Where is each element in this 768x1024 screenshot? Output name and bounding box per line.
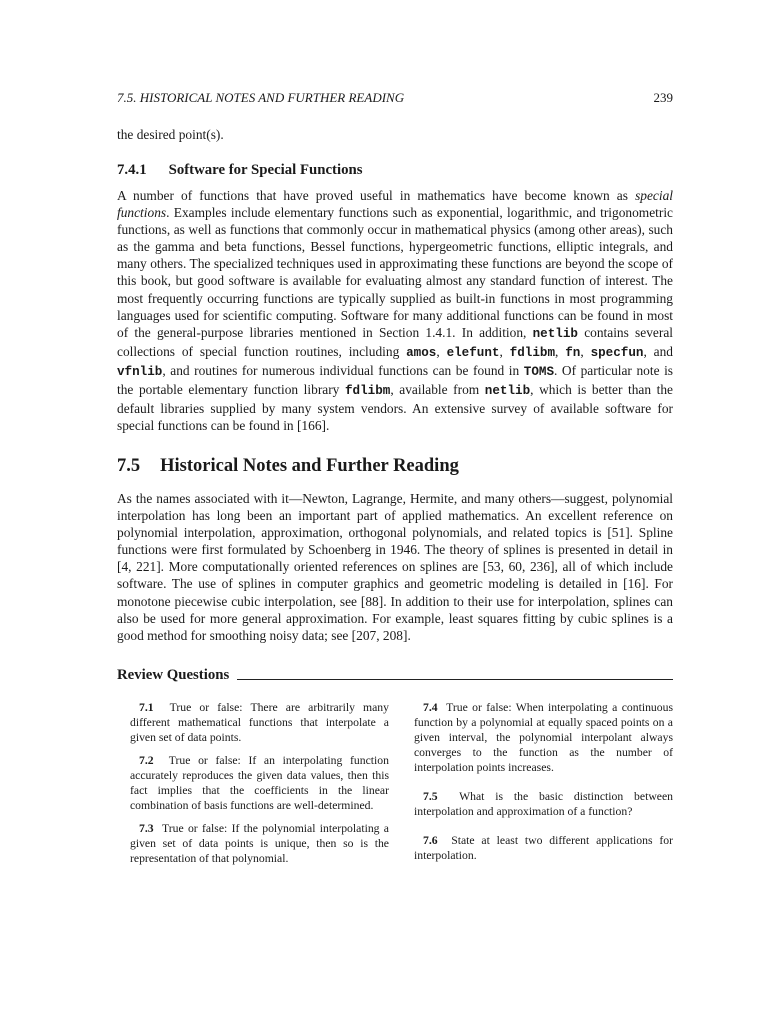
text-run: , — [580, 343, 591, 359]
text-run: , and routines for numerous individual functions can be found in — [162, 362, 524, 378]
heading-rule — [237, 679, 673, 680]
question-number: 7.5 — [423, 790, 438, 803]
review-question — [130, 821, 389, 866]
library-name: vfnlib — [117, 364, 163, 379]
question-text: What is the basic distinction between interpolation and approximation of a function? — [414, 790, 673, 818]
text-run: contains several collections of special function routines, including — [117, 324, 673, 359]
review-questions-right-column — [414, 700, 673, 871]
review-question — [414, 833, 673, 863]
text-run: , — [499, 343, 510, 359]
text-run: , available from — [390, 382, 485, 398]
review-question — [414, 700, 673, 775]
running-title: 7.5. HISTORICAL NOTES AND FURTHER READING — [117, 90, 405, 105]
section-heading — [117, 456, 673, 477]
emphasis-term: special functions — [117, 188, 673, 221]
library-name: amos — [406, 345, 437, 360]
question-number: 7.6 — [423, 834, 438, 847]
review-question — [130, 753, 389, 813]
library-name: fdlibm — [509, 345, 556, 360]
text-run: . Of particular note is the portable elementary function library — [117, 362, 673, 398]
review-questions-heading — [117, 667, 673, 684]
subsection-number: 7.4.1 — [117, 162, 147, 178]
library-name: netlib — [532, 326, 578, 341]
subsection-heading — [117, 162, 673, 179]
text-run: , — [436, 343, 447, 359]
text-run: , — [555, 343, 566, 359]
question-number: 7.2 — [139, 754, 154, 767]
library-name: fdlibm — [344, 384, 391, 399]
special-functions-paragraph — [117, 187, 673, 434]
running-header — [117, 90, 673, 106]
question-text: True or false: If the polynomial interpolating a given set of data points is unique, then so is the representation of that polynomial. — [130, 822, 389, 865]
library-name: TOMS — [523, 364, 554, 379]
text-run: , and — [643, 343, 673, 359]
carryover-text: the desired point(s). — [117, 127, 224, 142]
review-question — [130, 700, 389, 745]
text-run: , which is better than the default libraries supplied by many system vendors. An extensive survey of available software for special functions can be found in [166]. — [117, 382, 673, 434]
section-title: Historical Notes and Further Reading — [160, 456, 459, 476]
text-run: A number of functions that have proved useful in mathematics have become known as — [117, 188, 636, 203]
question-number: 7.3 — [139, 822, 154, 835]
question-text: True or false: If an interpolating function accurately reproduces the given data values, then this fact implies that the coefficients in the linear combination of basis functions are well-determined. — [130, 754, 389, 812]
text-run: . Examples include elementary functions such as exponential, logarithmic, and trigonometric functions, as well as functions that commonly occur in mathematical physics (among other areas), such as the gamma and beta functions, Bessel functions, hypergeometric functions, elliptic integrals, and many others. The specialized techniques used in approximating these functions are beyond the scope of this book, but good software is available for evaluating almost any standard function of interest. The most frequently occurring functions are typically supplied as built-in functions in most programming languages used for scientific computing. Software for many additional functions can be found in most of the general-purpose libraries mentioned in Section 1.4.1. In addition, — [117, 205, 673, 340]
library-name: elefunt — [446, 345, 500, 360]
review-question — [414, 789, 673, 819]
subsection-title: Software for Special Functions — [168, 162, 363, 178]
section-number: 7.5 — [117, 456, 141, 476]
question-text: True or false: There are arbitrarily many different mathematical functions that interpolate a given set of data points. — [130, 701, 389, 744]
review-questions-title: Review Questions — [117, 667, 230, 683]
library-name: fn — [565, 345, 581, 360]
library-name: netlib — [484, 384, 531, 399]
historical-notes-paragraph: As the names associated with it—Newton, Lagrange, Hermite, and many others—suggest, polynomial interpolation has long been an important part of applied mathematics. An excellent reference on polynomial interpolation, approximation, orthogonal polynomials, and related topics is [51]. Spline functions were first formulated by Schoenberg in 1946. The theory of splines is presented in detail in [4, 221]. More computationally oriented references on splines are [53, 60, 236], all of which include software. The use of splines in computer graphics and geometric modeling is detailed in [16]. For monotone piecewise cubic interpolation, see [88]. In addition to their use for interpolation, splines can also be used for more general approximation. For example, least squares fitting by cubic splines is a good method for smoothing noisy data; see [207, 208]. — [117, 491, 673, 643]
library-name: specfun — [590, 345, 644, 360]
review-questions-left-column — [130, 700, 389, 874]
question-text: State at least two different applications for interpolation. — [414, 834, 673, 862]
question-number: 7.4 — [423, 701, 438, 714]
question-text: True or false: When interpolating a continuous function by a polynomial at equally spaced points on a given interval, the polynomial interpolant always converges to the function as the number of interpolation points increases. — [414, 701, 673, 774]
question-number: 7.1 — [139, 701, 154, 714]
page-number: 239 — [653, 90, 673, 105]
